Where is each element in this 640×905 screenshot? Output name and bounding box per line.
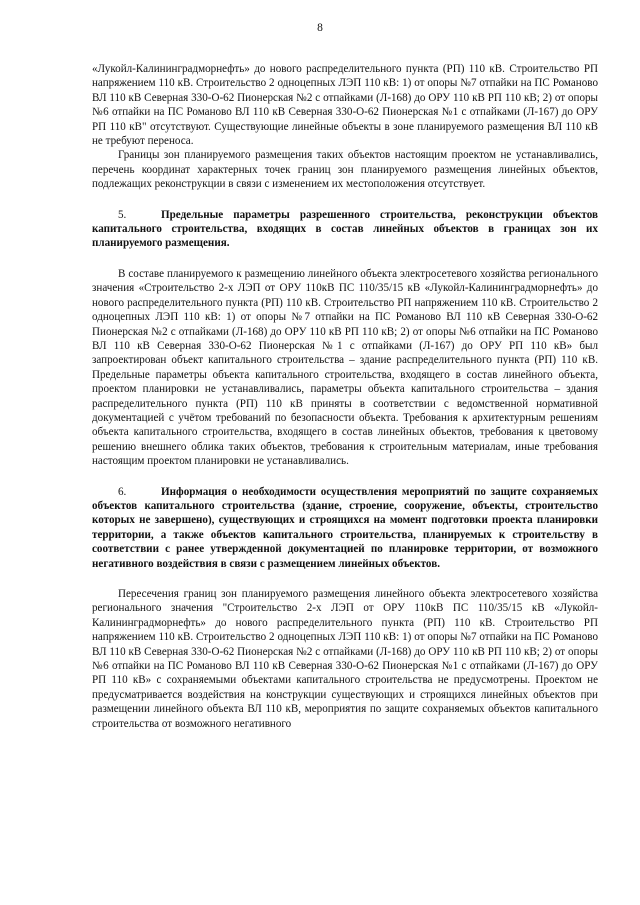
section-heading-6 (92, 485, 598, 571)
section-number: 5. (118, 208, 127, 221)
paragraph: Границы зон планируемого размещения таких объектов настоящим проектом не устанавливались, перечень координат характерных точек границ зон планируемого размещения линейных объектов, подлежащих реконструкции в связи с изменением их местоположения отсутствует. (92, 149, 598, 191)
section-title: Информация о необходимости осуществления мероприятий по защите сохраняемых объектов капитального строительства (здание, строение, сооружение, объекты, строительство которых не завершено), существующих и строящихся на момент подготовки проекта планировки территории, а также объектов капитального строительства, планируемых к строительству в соответствии с ранее утвержденной документацией по планировке территории, от возможного негативного воздействия в связи с размещением линейных объектов. (92, 485, 598, 570)
page-number: 8 (317, 22, 323, 34)
section-title: Предельные параметры разрешенного строительства, реконструкции объектов капитального строительства, входящих в состав линейных объектов в границах зон их планируемого размещения. (92, 208, 598, 250)
section-heading-5 (92, 208, 598, 251)
section-number: 6. (118, 485, 127, 498)
paragraph: Пересечения границ зон планируемого размещения линейного объекта электросетевого хозяйства регионального значения "Строительство 2-х ЛЭП от ОРУ 110кВ ПС 110/35/15 кВ «Лукойл-Калининградморнефть» до нового распределительного пункта (РП) 110 кВ. Строительство РП напряжением 110 кВ. Строительство 2 одноцепных ЛЭП 110 кВ: 1) от опоры №7 отпайки на ПС Романово ВЛ 110 кВ Северная 330-О-62 Пионерская №2 с отпайками (Л-168) до ОРУ 110 кВ РП 110 кВ; 2) от опоры №6 отпайки на ПС Романово ВЛ 110 кВ Северная 330-О-62 Пионерская №1 с отпайками (Л-167) до ОРУ РП 110 кВ» с сохраняемыми объектами капитального строительства не предусмотрены. Проектом не предусматривается воздействия на конструкции существующих и строящихся линейных объектов при размещении линейного объекта ВЛ 110 кВ, мероприятия по защите сохраняемых объектов капитального строительства от возможного негативного (92, 588, 598, 730)
document-body (92, 62, 598, 731)
paragraph: В составе планируемого к размещению линейного объекта электросетевого хозяйства регионального значения «Строительство 2-х ЛЭП от ОРУ 110кВ ПС 110/35/15 кВ «Лукойл-Калининградморнефть» до нового распределительного пункта (РП) 110 кВ. Строительство РП напряжением 110 кВ. Строительство 2 одноцепных ЛЭП 110 кВ: 1) от опоры №7 отпайки на ПС Романово ВЛ 110 кВ Северная 330-О-62 Пионерская №2 с отпайками (Л-168) до ОРУ 110 кВ РП 110 кВ; 2) от опоры №6 отпайки на ПС Романово ВЛ 110 кВ Северная 330-О-62 Пионерская №1 с отпайками (Л-167) до ОРУ РП 110 кВ» был запроектирован объект капитального строительства – здание распределительного пункта (РП) 110 кВ. Предельные параметры объекта капитального строительства, входящего в состав линейного объекта, проектом планировки не устанавливались, параметры объекта капитального строительства – здания распределительного пункта (РП) 110 кВ приняты в соответствии с ведомственной нормативной документацией с учётом требований по безопасности объекта. Требования к архитектурным решениям объекта капитального строительства, входящего в состав линейных объектов, требования к цветовому решению внешнего облика таких объектов, требования к строительным материалам, иные требования настоящим проектом планировки не устанавливались. (92, 267, 598, 468)
paragraph: «Лукойл-Калининградморнефть» до нового распределительного пункта (РП) 110 кВ. Строительство РП напряжением 110 кВ. Строительство 2 одноцепных ЛЭП 110 кВ: 1) от опоры №7 отпайки на ПС Романово ВЛ 110 кВ Северная 330-О-62 Пионерская №2 с отпайками (Л-168) до ОРУ 110 кВ РП 110 кВ; 2) от опоры №6 отпайки на ПС Романово ВЛ 110 кВ Северная 330-О-62 Пионерская №1 с отпайками (Л-167) до ОРУ РП 110 кВ" отсутствуют. Существующие линейные объекты в зоне планируемого размещения ВЛ 110 кВ не требуют переноса. (92, 63, 598, 148)
